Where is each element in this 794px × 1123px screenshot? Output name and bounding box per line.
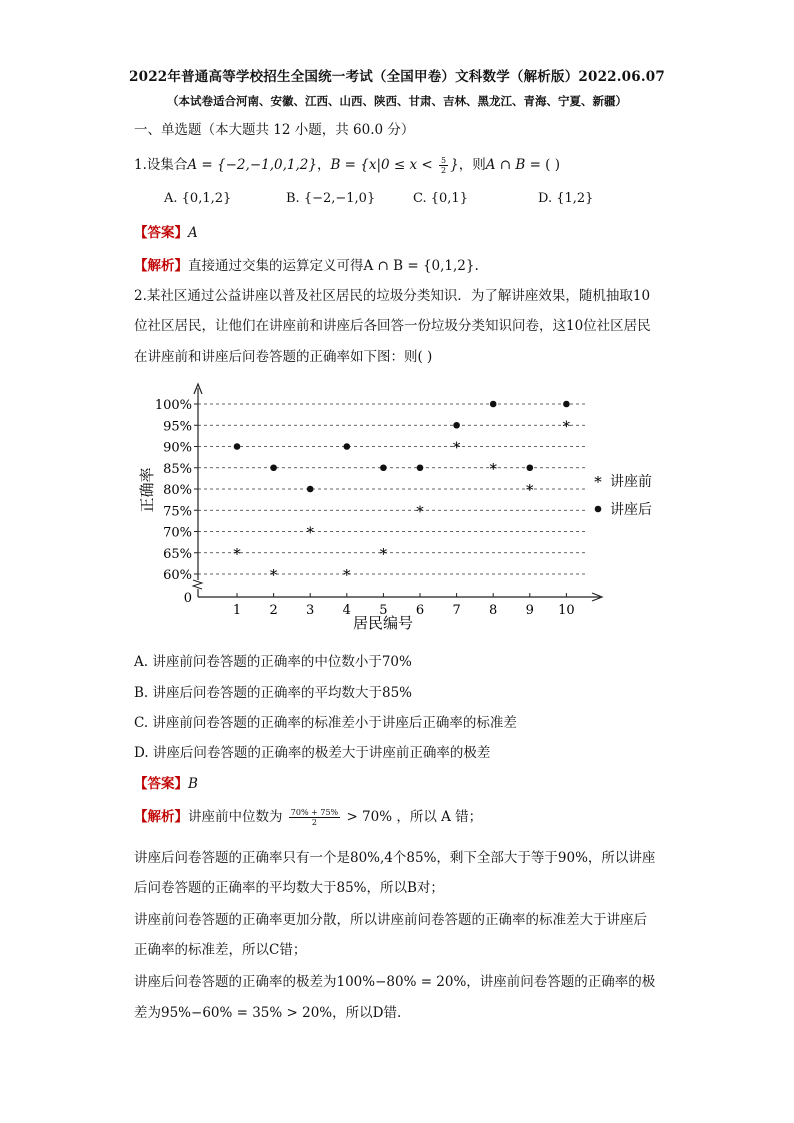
after-lecture-point [344,443,351,450]
before-lecture-point: * [452,438,461,457]
after-lecture-point [307,486,314,493]
before-lecture-point: * [233,544,241,563]
q2-analysis-tag: 【解析】 [134,809,188,825]
chart-y-axis-label: 正确率 [138,467,156,513]
after-lecture-point [270,464,277,471]
q1-analysis-text: 直接通过交集的运算定义可得A ∩ B = {0,1,2}. [188,258,479,274]
x-tick-label: 1 [232,603,242,618]
x-tick-label: 8 [489,603,498,618]
x-tick-label: 2 [269,603,278,618]
after-lecture-point [453,422,460,429]
accuracy-scatter-chart [130,378,690,640]
x-tick-label: 10 [558,603,575,618]
x-tick-label: 4 [342,603,351,618]
q2-stem-line-2: 位社区居民，让他们在讲座前和讲座后各回答一份垃圾分类知识问卷，这10位社区居民 [134,318,651,334]
section-heading: 一、单选题（本大题共 12 小题，共 60.0 分） [134,122,415,138]
q2-option-c: C. 讲座前问卷答题的正确率的标准差小于讲座后正确率的标准差 [134,715,517,731]
axis-break-icon [193,580,202,589]
q2-option-d: D. 讲座后问卷答题的正确率的极差大于讲座前正确率的极差 [134,745,491,761]
q2-analysis-text-a: 讲座前中位数为 [188,809,283,825]
before-lecture-point: * [379,544,388,563]
q1-analysis-tag: 【解析】 [134,258,188,274]
x-tick-label: 6 [415,603,425,618]
q2-answer-tag: 【答案】 [134,776,188,792]
q2-stem-line-1: 2.某社区通过公益讲座以普及社区居民的垃圾分类知识．为了解讲座效果，随机抽取10 [134,288,651,304]
q2-frac-num: 70% + 75% [290,808,339,817]
q1-separator: ， [316,157,331,173]
after-lecture-point [563,401,570,408]
y-tick-label: 95% [163,419,192,435]
x-tick-label: 5 [379,603,388,618]
q1-answer-value: A [188,225,198,241]
q2-stem-line-3: 在讲座前和讲座后问卷答题的正确率如下图：则( ) [134,349,433,365]
q2-option-b: B. 讲座后问卷答题的正确率的平均数大于85% [134,685,413,701]
q1-stem-text: 1.设集合 [134,157,188,173]
before-lecture-point: * [306,523,314,542]
q2-answer-value: B [188,776,198,792]
y-tick-label: 60% [163,568,192,583]
y-tick-label: 85% [163,461,192,477]
y-tick-label: 80% [163,483,192,498]
chart-x-axis-label: 居民编号 [352,614,414,632]
q1-expression: A ∩ B [485,157,526,173]
q2-analysis-line-1: 讲座后问卷答题的正确率只有一个是80%,4个85%，剩下全部大于等于90%，所以讲座 [134,850,656,866]
y-tick-label: 65% [163,546,192,562]
after-lecture-point [234,443,241,450]
after-lecture-point [380,464,387,471]
before-lecture-point: * [562,417,571,436]
q2-analysis-line-5: 讲座后问卷答题的正确率的极差为100%−80% = 20%，讲座前问卷答题的正确率的极 [134,974,656,990]
q1-answer [134,221,198,241]
q1-fraction [439,156,448,175]
q1-analysis [134,254,479,274]
document-subtitle: （本试卷适合河南、安徽、江西、山西、陕西、甘肃、吉林、黑龙江、青海、宁夏、新疆） [167,94,627,108]
y-tick-label: 75% [163,504,192,520]
y-tick-label: 0 [183,591,192,606]
before-lecture-point: * [526,481,534,499]
q2-analysis-line-2: 后问卷答题的正确率的平均数大于85%，所以B对； [134,880,444,896]
q2-analysis-line-4: 正确率的标准差，所以C错； [134,942,307,958]
y-tick-label: 70% [163,525,192,541]
q2-answer [134,772,198,792]
q1-answer-tag: 【答案】 [134,225,188,241]
after-lecture-point [490,401,497,408]
q2-analysis-first [134,805,482,827]
legend-before-marker: * [594,473,602,491]
before-lecture-point: * [489,459,497,478]
q1-frac-num: 5 [441,156,447,165]
x-tick-label: 9 [525,603,534,618]
q1-option-c: C. {0,1} [413,191,468,206]
q2-analysis-fraction [289,808,340,827]
q2-analysis-text-b: > 70% ，所以 A 错； [342,809,483,825]
q1-option-a: A. {0,1,2} [164,191,232,206]
after-lecture-point [527,464,534,471]
before-lecture-point: * [343,566,351,584]
after-lecture-point [417,464,424,471]
q2-option-a: A. 讲座前问卷答题的正确率的中位数小于70% [134,654,412,670]
y-tick-label: 100% [154,398,192,413]
before-lecture-point: * [269,566,278,584]
q1-set-b: B = {x|0 ≤ x < [330,157,438,173]
q1-set-a: A = {−2,−1,0,1,2} [187,157,317,173]
q1-stem-end: = ( ) [525,157,561,173]
y-tick-label: 90% [163,440,192,456]
q1-option-b: B. {−2,−1,0} [286,191,376,206]
question-1-stem [134,153,560,175]
x-tick-label: 3 [306,603,315,618]
q1-set-b-close: } [450,157,459,173]
q2-analysis-line-6: 差为95%−60% = 35% > 20%，所以D错. [134,1005,402,1021]
before-lecture-point: * [416,502,424,521]
q1-option-d: D. {1,2} [538,191,594,206]
q1-stem-then: ，则 [458,157,486,173]
q2-frac-den: 2 [311,818,318,827]
legend-label: 讲座后 [610,502,652,518]
legend-label: 讲座前 [610,474,652,490]
legend-after-marker [595,506,602,513]
q1-frac-den: 2 [441,166,447,175]
q2-analysis-line-3: 讲座前问卷答题的正确率更加分散，所以讲座前问卷答题的正确率的标准差大于讲座后 [134,912,647,928]
document-title: 2022年普通高等学校招生全国统一考试（全国甲卷）文科数学（解析版）2022.06.07 [129,69,665,85]
x-tick-label: 7 [452,603,461,618]
